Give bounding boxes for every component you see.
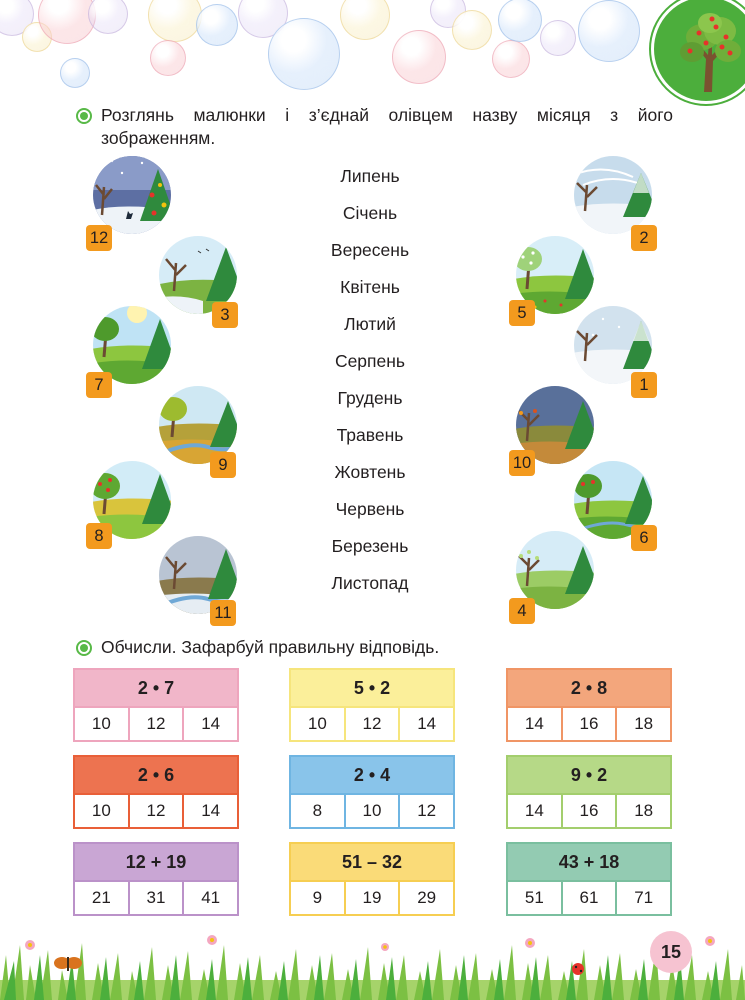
calc-expression: 2 • 8 (508, 670, 670, 706)
answer-option[interactable]: 12 (130, 708, 185, 740)
calc-card (73, 668, 239, 742)
calc-card (289, 842, 455, 916)
season-picture-8[interactable] (82, 460, 182, 545)
calc-expression: 2 • 6 (75, 757, 237, 793)
answer-option[interactable]: 14 (508, 708, 563, 740)
calc-card (289, 668, 455, 742)
answer-option[interactable]: 16 (563, 708, 618, 740)
picture-number: 8 (86, 523, 112, 549)
calc-card (73, 842, 239, 916)
month-label[interactable]: Серпень (334, 351, 406, 371)
calc-card (506, 842, 672, 916)
corner-badge (651, 0, 745, 104)
season-picture-4[interactable] (505, 530, 605, 620)
calc-card (506, 668, 672, 742)
task-2-text: Обчисли. Зафарбуй правильну відповідь. (101, 637, 440, 657)
answer-option[interactable]: 10 (291, 708, 346, 740)
answer-row (508, 880, 670, 914)
grass-decoration (0, 925, 745, 1000)
picture-number: 7 (86, 372, 112, 398)
ladybug-icon (572, 963, 584, 975)
task-bullet-icon (76, 640, 92, 656)
calc-expression: 51 – 32 (291, 844, 453, 880)
month-label[interactable]: Лютий (344, 314, 396, 334)
task-1-instruction (76, 104, 673, 150)
page-number: 15 (650, 931, 692, 973)
month-label[interactable]: Квітень (340, 277, 400, 297)
month-label[interactable]: Травень (336, 425, 404, 445)
month-label[interactable]: Вересень (330, 240, 410, 260)
task-bullet-icon (76, 108, 92, 124)
tree-icon (654, 0, 745, 107)
answer-row (291, 793, 453, 827)
calc-card (506, 755, 672, 829)
month-label[interactable]: Березень (331, 536, 409, 556)
answer-option[interactable]: 14 (417, 714, 437, 733)
answer-row (508, 793, 670, 827)
answer-option[interactable]: 41 (201, 888, 221, 907)
answer-option[interactable]: 61 (563, 882, 618, 914)
answer-option[interactable]: 12 (417, 801, 437, 820)
season-picture-1[interactable] (563, 305, 663, 394)
season-picture-2[interactable] (563, 155, 663, 247)
calc-expression: 2 • 4 (291, 757, 453, 793)
answer-row (75, 793, 237, 827)
answer-option[interactable]: 18 (634, 714, 654, 733)
winter-holiday-scene (82, 155, 182, 235)
answer-option[interactable]: 12 (130, 795, 185, 827)
calc-card (289, 755, 455, 829)
answer-option[interactable]: 29 (417, 888, 437, 907)
picture-number: 9 (210, 452, 236, 478)
answer-option[interactable]: 16 (563, 795, 618, 827)
answer-option[interactable]: 9 (291, 882, 346, 914)
month-label[interactable]: Січень (342, 203, 398, 223)
calc-expression: 12 + 19 (75, 844, 237, 880)
picture-number: 6 (631, 525, 657, 551)
answer-option[interactable]: 10 (346, 795, 401, 827)
answer-row (291, 880, 453, 914)
flower-icon (25, 935, 715, 951)
answer-option[interactable]: 8 (291, 795, 346, 827)
butterfly-icon (54, 957, 82, 971)
season-picture-12[interactable] (82, 155, 182, 247)
season-picture-11[interactable] (148, 535, 248, 620)
answer-option[interactable]: 51 (508, 882, 563, 914)
task-2-instruction (76, 636, 536, 659)
answer-option[interactable]: 71 (634, 888, 654, 907)
picture-number: 3 (212, 302, 238, 328)
month-label[interactable]: Жовтень (334, 462, 406, 482)
task-1-text: Розглянь малюнки і з’єднай олівцем назву місяця з його зображенням. (101, 105, 673, 148)
calc-expression: 2 • 7 (75, 670, 237, 706)
month-label[interactable]: Листопад (331, 573, 409, 593)
picture-number: 2 (631, 225, 657, 251)
answer-row (75, 706, 237, 740)
month-label[interactable]: Грудень (337, 388, 403, 408)
answer-option[interactable]: 14 (201, 714, 221, 733)
answer-option[interactable]: 18 (634, 801, 654, 820)
month-label[interactable]: Липень (340, 166, 400, 186)
answer-option[interactable]: 12 (346, 708, 401, 740)
winter-blizzard-scene (563, 155, 663, 235)
picture-number: 5 (509, 300, 535, 326)
answer-option[interactable]: 21 (75, 882, 130, 914)
month-label[interactable]: Червень (335, 499, 405, 519)
calc-expression: 5 • 2 (291, 670, 453, 706)
answer-row (75, 880, 237, 914)
calc-expression: 43 + 18 (508, 844, 670, 880)
answer-row (508, 706, 670, 740)
calc-expression: 9 • 2 (508, 757, 670, 793)
picture-number: 10 (509, 450, 535, 476)
answer-option[interactable]: 14 (508, 795, 563, 827)
answer-option[interactable]: 10 (75, 795, 130, 827)
picture-number: 1 (631, 372, 657, 398)
picture-number: 4 (509, 598, 535, 624)
season-picture-7[interactable] (82, 305, 182, 394)
answer-option[interactable]: 14 (201, 801, 221, 820)
answer-row (291, 706, 453, 740)
season-picture-9[interactable] (148, 385, 248, 474)
picture-number: 11 (210, 600, 236, 626)
answer-option[interactable]: 31 (130, 882, 185, 914)
answer-option[interactable]: 19 (346, 882, 401, 914)
season-picture-10[interactable] (505, 385, 605, 470)
answer-option[interactable]: 10 (75, 708, 130, 740)
calc-card (73, 755, 239, 829)
decorative-bubbles (0, 0, 650, 95)
picture-number: 12 (86, 225, 112, 251)
